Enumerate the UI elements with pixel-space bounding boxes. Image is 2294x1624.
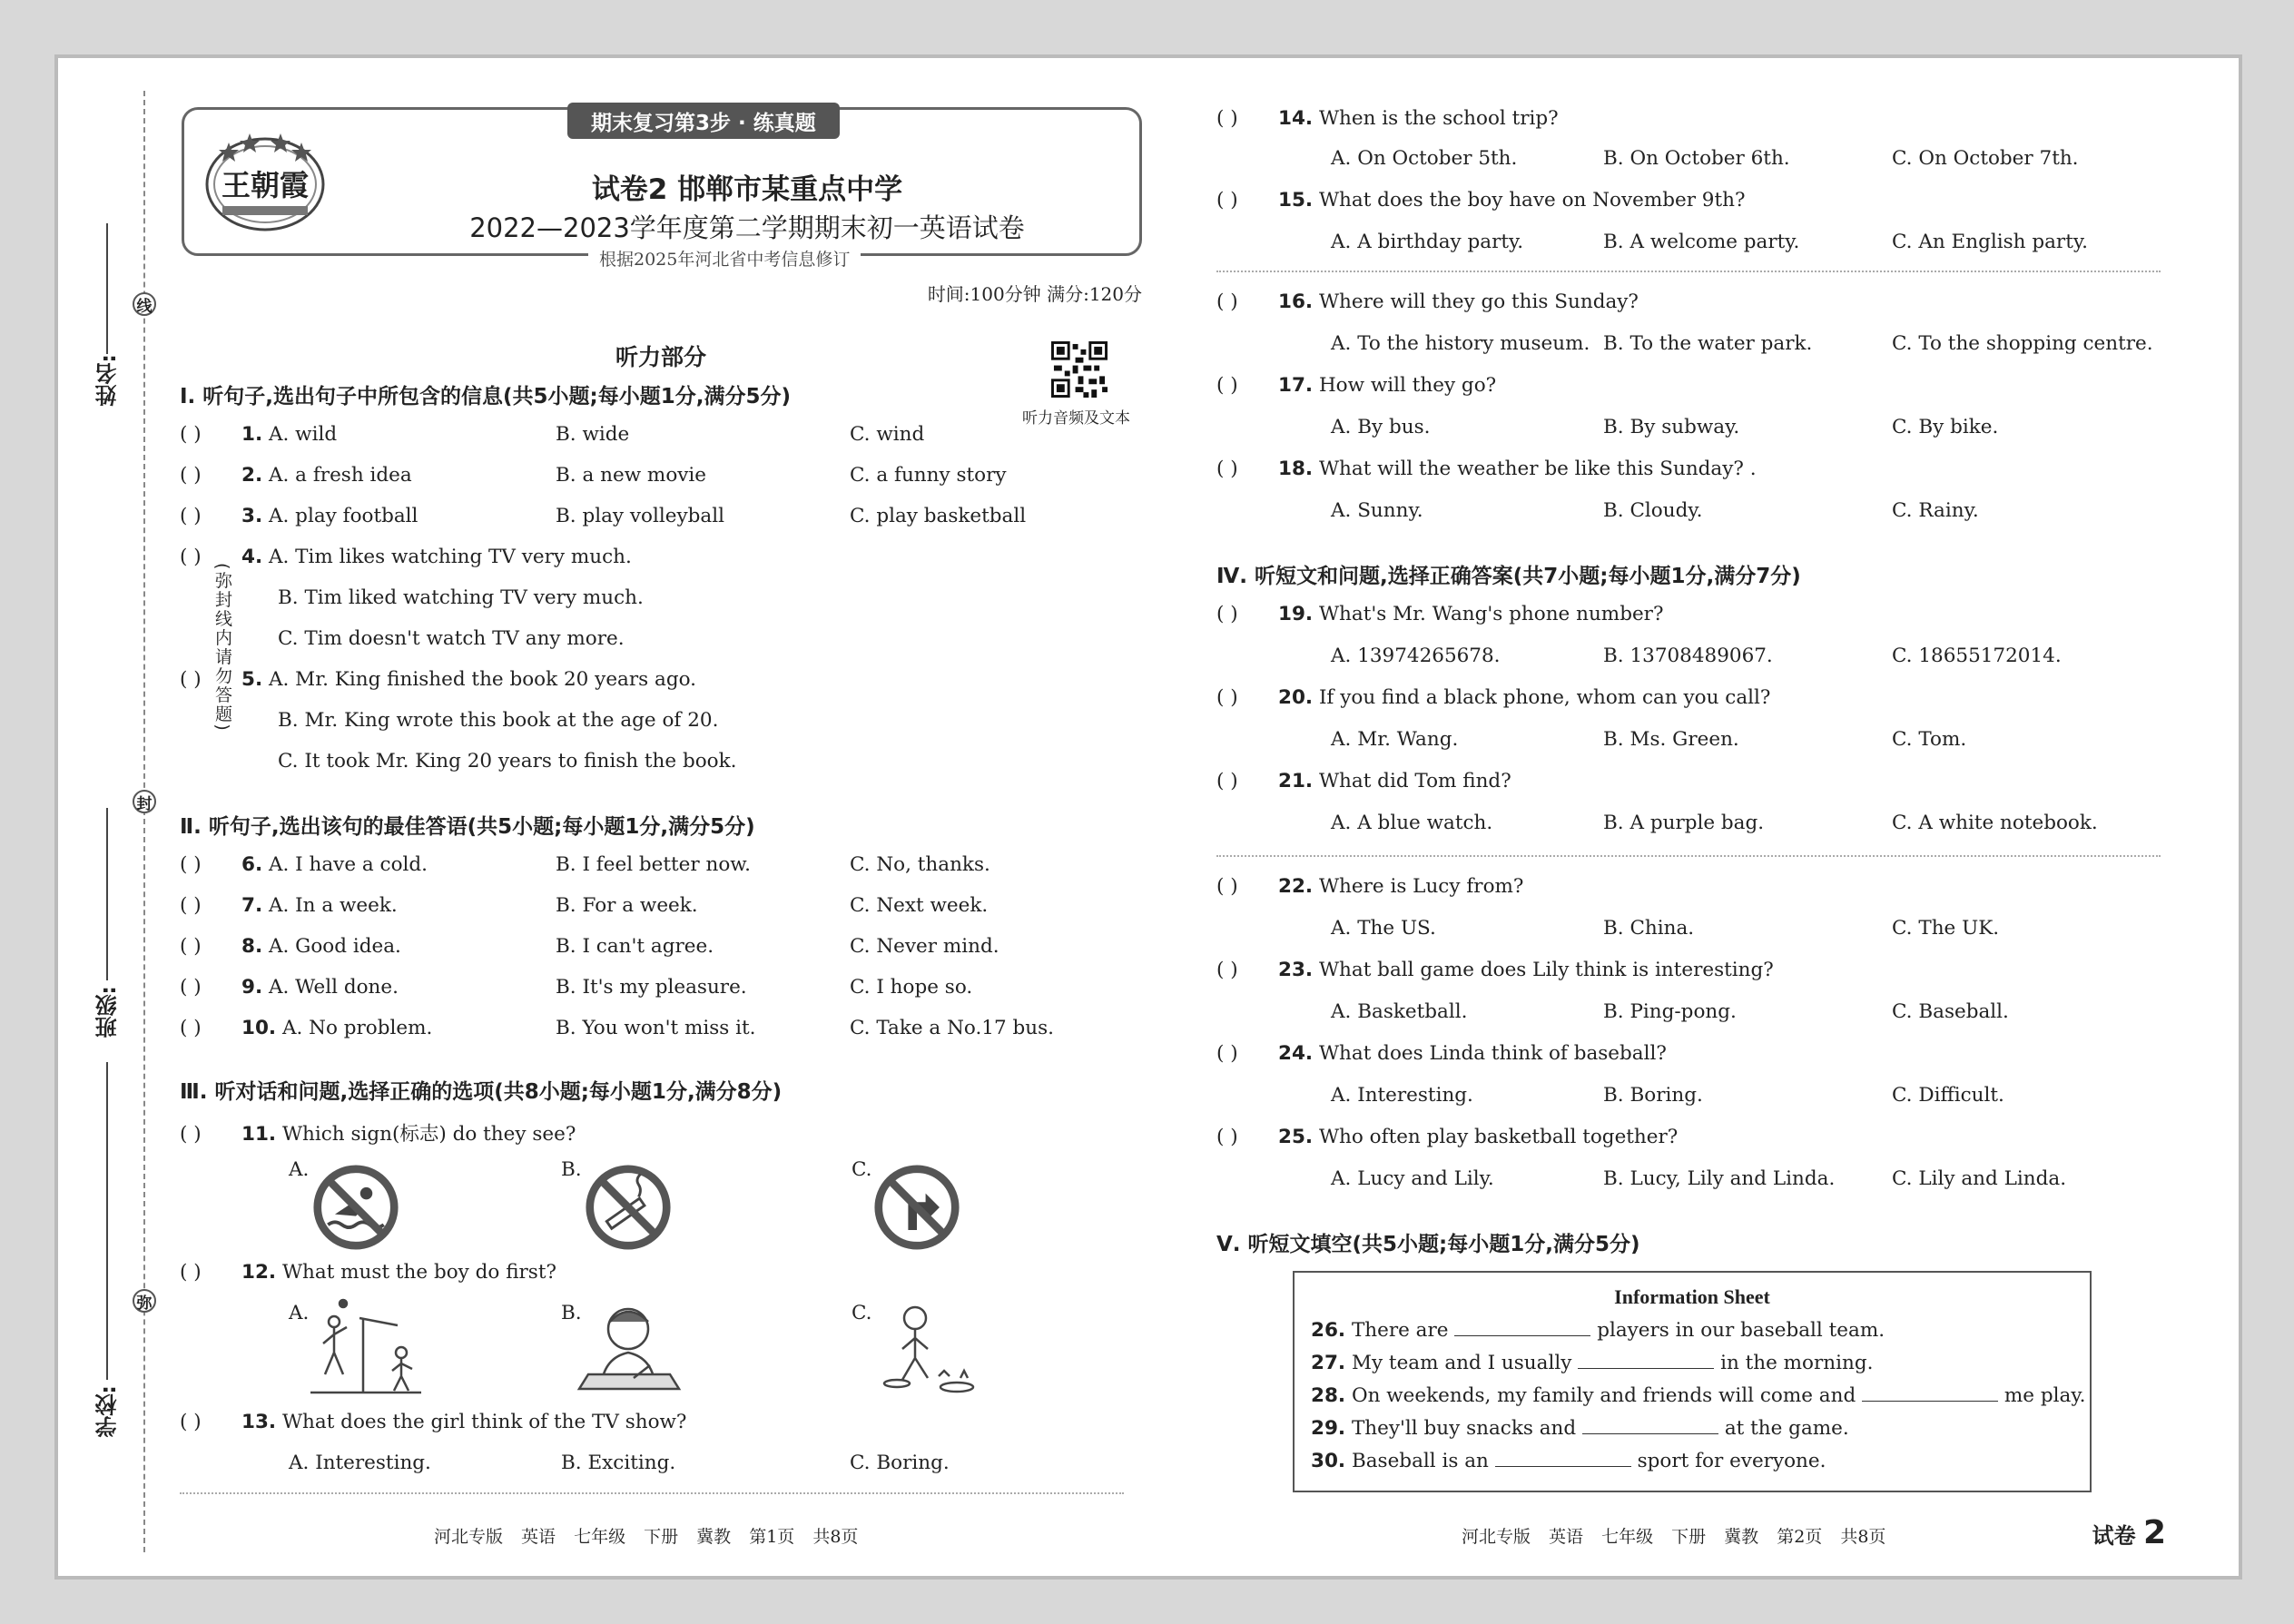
option-c: C. The UK. — [1892, 917, 2000, 940]
option-c: C. On October 7th. — [1892, 147, 2079, 170]
question-15: ( ) 15. What does the boy have on November 9th? — [1216, 189, 1746, 212]
blank-29: 29. They'll buy snacks and at the game. — [1311, 1417, 1849, 1440]
answer-paren[interactable]: ( ) — [1216, 374, 1238, 397]
option-a: A. By bus. — [1331, 416, 1431, 438]
section-divider — [1216, 855, 2161, 857]
qr-label: 听力音频及文本 — [1022, 409, 1130, 428]
answer-paren[interactable]: ( ) — [180, 1261, 202, 1284]
option-c: C. a funny story — [850, 464, 1007, 487]
option-a: A. play football — [268, 505, 418, 527]
option-c: C. Take a No.17 bus. — [850, 1017, 1054, 1039]
option-a: A. Mr. King finished the book 20 years ago. — [268, 668, 696, 691]
section-5-heading: Ⅴ. 听短文填空(共5小题;每小题1分,满分5分) — [1216, 1233, 1640, 1256]
question-18: ( ) 18. What will the weather be like this Sunday? . — [1216, 458, 1757, 480]
binding-char-line: 线 — [133, 292, 156, 316]
question-9: ( ) 9. A. Well done. — [180, 976, 399, 999]
name-field[interactable] — [91, 354, 123, 412]
answer-paren[interactable]: ( ) — [180, 1123, 202, 1146]
option-b: B. Exciting. — [561, 1452, 676, 1474]
option-b: B. wide — [556, 423, 630, 446]
option-c: C. Never mind. — [850, 935, 999, 958]
answer-paren[interactable]: ( ) — [180, 1017, 202, 1039]
option-a-label: A. — [289, 1158, 310, 1181]
option-a: A. a fresh idea — [268, 464, 412, 487]
option-b: B. Cloudy. — [1603, 499, 1703, 522]
option-b: B. I feel better now. — [556, 853, 751, 876]
option-b: B. I can't agree. — [556, 935, 714, 958]
option-a: A. Mr. Wang. — [1331, 728, 1459, 751]
option-b: B. By subway. — [1603, 416, 1740, 438]
option-b: B. play volleyball — [556, 505, 724, 527]
question-19: ( ) 19. What's Mr. Wang's phone number? — [1216, 603, 1664, 625]
binding-char-mi: 弥 — [133, 1289, 156, 1313]
option-b: B. China. — [1603, 917, 1695, 940]
question-3: ( ) 3. A. play football — [180, 505, 418, 527]
option-c: C. Tom. — [1892, 728, 1967, 751]
answer-blank[interactable] — [1495, 1449, 1631, 1467]
paper-number-tag: 试卷 2 — [2092, 1514, 2166, 1551]
option-c: C. A white notebook. — [1892, 812, 2098, 834]
answer-blank[interactable] — [1454, 1318, 1590, 1336]
option-c: C. play basketball — [850, 505, 1027, 527]
option-c: C. By bike. — [1892, 416, 1999, 438]
option-a: A. Interesting. — [289, 1452, 431, 1474]
option-b: B. A purple bag. — [1603, 812, 1765, 834]
answer-paren[interactable]: ( ) — [1216, 458, 1238, 480]
answer-paren[interactable]: ( ) — [180, 935, 202, 958]
answer-paren[interactable]: ( ) — [1216, 875, 1238, 898]
option-c: C. wind — [850, 423, 925, 446]
name-label: 姓名: — [94, 354, 121, 407]
option-b: B. For a week. — [556, 894, 698, 917]
option-a-label: A. — [289, 1302, 310, 1324]
boy-cleaning-up-picture[interactable] — [870, 1298, 988, 1398]
option-a: A. Lucy and Lily. — [1331, 1167, 1494, 1190]
exam-timing: 时间:100分钟 满分:120分 — [927, 283, 1142, 305]
option-c: C. 18655172014. — [1892, 645, 2062, 667]
boy-doing-homework-picture[interactable] — [570, 1298, 688, 1398]
answer-paren[interactable]: ( ) — [180, 423, 202, 446]
school-label: 学校: — [94, 1385, 121, 1438]
option-b: B. a new movie — [556, 464, 707, 487]
answer-paren[interactable]: ( ) — [1216, 1042, 1238, 1065]
page-divider — [180, 1492, 1124, 1494]
answer-paren[interactable]: ( ) — [1216, 770, 1238, 792]
question-1: ( ) 1. A. wild — [180, 423, 338, 446]
right-page — [1216, 102, 2179, 1554]
answer-paren[interactable]: ( ) — [180, 505, 202, 527]
info-sheet-title: Information Sheet — [1614, 1285, 1770, 1308]
option-b: B. Mr. King wrote this book at the age of 20. — [278, 709, 719, 732]
question-8: ( ) 8. A. Good idea. — [180, 935, 401, 958]
binding-char-seal: 封 — [133, 790, 156, 813]
blank-28: 28. On weekends, my family and friends will come and me play. — [1311, 1384, 2086, 1407]
option-c: C. No, thanks. — [850, 853, 990, 876]
question-11: ( ) 11. Which sign(标志) do they see? — [180, 1123, 576, 1146]
section-1-heading: Ⅰ. 听句子,选出句子中所包含的信息(共5小题;每小题1分,满分5分) — [180, 385, 792, 408]
option-b: B. Ping-pong. — [1603, 1000, 1737, 1023]
option-a: A. 13974265678. — [1331, 645, 1501, 667]
option-c: C. Tim doesn't watch TV any more. — [278, 627, 625, 650]
option-c: C. Boring. — [850, 1452, 950, 1474]
option-b: B. Lucy, Lily and Linda. — [1603, 1167, 1836, 1190]
option-b: B. To the water park. — [1603, 332, 1813, 355]
option-a: A. Well done. — [268, 976, 399, 999]
answer-paren[interactable]: ( ) — [180, 464, 202, 487]
section-4-heading: Ⅳ. 听短文和问题,选择正确答案(共7小题;每小题1分,满分7分) — [1216, 565, 1801, 588]
question-12: ( ) 12. What must the boy do first? — [180, 1261, 557, 1284]
answer-paren[interactable]: ( ) — [1216, 959, 1238, 981]
option-a: A. In a week. — [268, 894, 398, 917]
blank-26: 26. There are players in our baseball team. — [1311, 1319, 1885, 1342]
option-c: C. It took Mr. King 20 years to finish the book. — [278, 750, 737, 773]
question-25: ( ) 25. Who often play basketball together? — [1216, 1126, 1679, 1148]
option-b: B. It's my pleasure. — [556, 976, 747, 999]
option-a: A. Good idea. — [268, 935, 401, 958]
blank-27: 27. My team and I usually in the morning. — [1311, 1352, 1874, 1374]
option-a: A. wild — [268, 423, 338, 446]
section-divider — [1216, 271, 2161, 272]
option-b: B. Boring. — [1603, 1084, 1703, 1107]
option-b-label: B. — [561, 1302, 582, 1324]
option-a: A. The US. — [1331, 917, 1436, 940]
school-field[interactable] — [91, 1062, 123, 1438]
answer-paren[interactable]: ( ) — [1216, 189, 1238, 212]
option-a: A. To the history museum. — [1331, 332, 1590, 355]
option-c-label: C. — [852, 1302, 872, 1324]
question-24: ( ) 24. What does Linda think of baseball? — [1216, 1042, 1667, 1065]
name-line — [91, 218, 123, 354]
logo-text: 王朝霞 — [221, 168, 310, 202]
footer-page-2: 河北专版 英语 七年级 下册 冀教 第2页 共8页 — [1462, 1527, 1886, 1547]
answer-paren[interactable]: ( ) — [1216, 1126, 1238, 1148]
answer-blank[interactable] — [1582, 1416, 1718, 1434]
listening-heading: 听力部分 — [615, 344, 707, 370]
question-10: ( ) 10. A. No problem. — [180, 1017, 433, 1039]
footer-page-1: 河北专版 英语 七年级 下册 冀教 第1页 共8页 — [434, 1527, 859, 1547]
answer-paren[interactable]: ( ) — [1216, 603, 1238, 625]
answer-paren[interactable]: ( ) — [180, 894, 202, 917]
option-a: A. I have a cold. — [268, 853, 428, 876]
section-2-heading: Ⅱ. 听句子,选出该句的最佳答语(共5小题;每小题1分,满分5分) — [180, 815, 755, 839]
option-b: B. You won't miss it. — [556, 1017, 756, 1039]
question-22: ( ) 22. Where is Lucy from? — [1216, 875, 1524, 898]
option-b: B. Tim liked watching TV very much. — [278, 586, 644, 609]
option-a: A. No problem. — [281, 1017, 433, 1039]
answer-paren[interactable]: ( ) — [180, 853, 202, 876]
answer-blank[interactable] — [1862, 1383, 1998, 1402]
no-swimming-sign-icon[interactable] — [312, 1164, 399, 1251]
option-c: C. An English party. — [1892, 231, 2088, 253]
option-a: A. A blue watch. — [1331, 812, 1493, 834]
header-box — [182, 107, 1142, 270]
option-a: A. Sunny. — [1331, 499, 1423, 522]
question-7: ( ) 7. A. In a week. — [180, 894, 398, 917]
binding-note: (弥封线内请勿答题) — [212, 563, 232, 733]
answer-paren[interactable]: ( ) — [180, 976, 202, 999]
class-field[interactable] — [91, 808, 123, 1038]
no-right-turn-sign-icon[interactable] — [873, 1164, 960, 1251]
option-c: C. Rainy. — [1892, 499, 1979, 522]
question-5: ( ) 5. A. Mr. King finished the book 20 years ago. — [180, 668, 696, 691]
publisher-logo — [197, 126, 333, 235]
option-b: B. A welcome party. — [1603, 231, 1800, 253]
option-b: B. Ms. Green. — [1603, 728, 1739, 751]
answer-paren[interactable]: ( ) — [1216, 107, 1238, 130]
option-a: A. Basketball. — [1331, 1000, 1468, 1023]
option-c: C. To the shopping centre. — [1892, 332, 2153, 355]
question-16: ( ) 16. Where will they go this Sunday? — [1216, 290, 1639, 313]
option-c: C. I hope so. — [850, 976, 973, 999]
option-a: A. A birthday party. — [1331, 231, 1524, 253]
stage-tag: 期末复习第3步 · 练真题 — [567, 103, 840, 139]
question-2: ( ) 2. A. a fresh idea — [180, 464, 412, 487]
question-17: ( ) 17. How will they go? — [1216, 374, 1497, 397]
question-20: ( ) 20. If you find a black phone, whom can you call? — [1216, 686, 1771, 709]
answer-paren[interactable]: ( ) — [1216, 686, 1238, 709]
section-3-heading: Ⅲ. 听对话和问题,选择正确的选项(共8小题;每小题1分,满分8分) — [180, 1080, 783, 1104]
question-23: ( ) 23. What ball game does Lily think is interesting? — [1216, 959, 1774, 981]
revise-note: 根据2025年河北省中考信息修订 — [588, 246, 861, 271]
question-13: ( ) 13. What does the girl think of the TV show? — [180, 1411, 687, 1433]
option-c: C. Next week. — [850, 894, 989, 917]
answer-blank[interactable] — [1578, 1351, 1714, 1369]
volleyball-players-picture[interactable] — [307, 1298, 425, 1398]
left-page — [180, 102, 1144, 1554]
answer-paren[interactable]: ( ) — [180, 1411, 202, 1433]
answer-paren[interactable]: ( ) — [180, 668, 202, 691]
answer-paren[interactable]: ( ) — [180, 546, 202, 568]
option-a: A. Tim likes watching TV very much. — [268, 546, 632, 568]
question-21: ( ) 21. What did Tom find? — [1216, 770, 1511, 792]
option-b-label: B. — [561, 1158, 582, 1181]
question-14: ( ) 14. When is the school trip? — [1216, 107, 1559, 130]
option-b: B. 13708489067. — [1603, 645, 1773, 667]
option-c: C. Baseball. — [1892, 1000, 2009, 1023]
question-4: ( ) 4. A. Tim likes watching TV very much. — [180, 546, 632, 568]
option-c: C. Difficult. — [1892, 1084, 2004, 1107]
paper-subtitle: 2022—2023学年度第二学期期末初一英语试卷 — [469, 212, 1025, 243]
question-6: ( ) 6. A. I have a cold. — [180, 853, 428, 876]
option-c: C. Lily and Linda. — [1892, 1167, 2067, 1190]
blank-30: 30. Baseball is an sport for everyone. — [1311, 1450, 1826, 1472]
answer-paren[interactable]: ( ) — [1216, 290, 1238, 313]
qr-code-icon[interactable] — [1051, 341, 1108, 398]
class-label: 班级: — [94, 986, 121, 1038]
information-sheet — [1293, 1271, 2092, 1492]
paper-title: 试卷2 邯郸市某重点中学 — [591, 173, 903, 206]
option-a: A. On October 5th. — [1331, 147, 1518, 170]
no-smoking-sign-icon[interactable] — [585, 1164, 672, 1251]
option-c-label: C. — [852, 1158, 872, 1181]
option-b: B. On October 6th. — [1603, 147, 1790, 170]
option-a: A. Interesting. — [1331, 1084, 1473, 1107]
